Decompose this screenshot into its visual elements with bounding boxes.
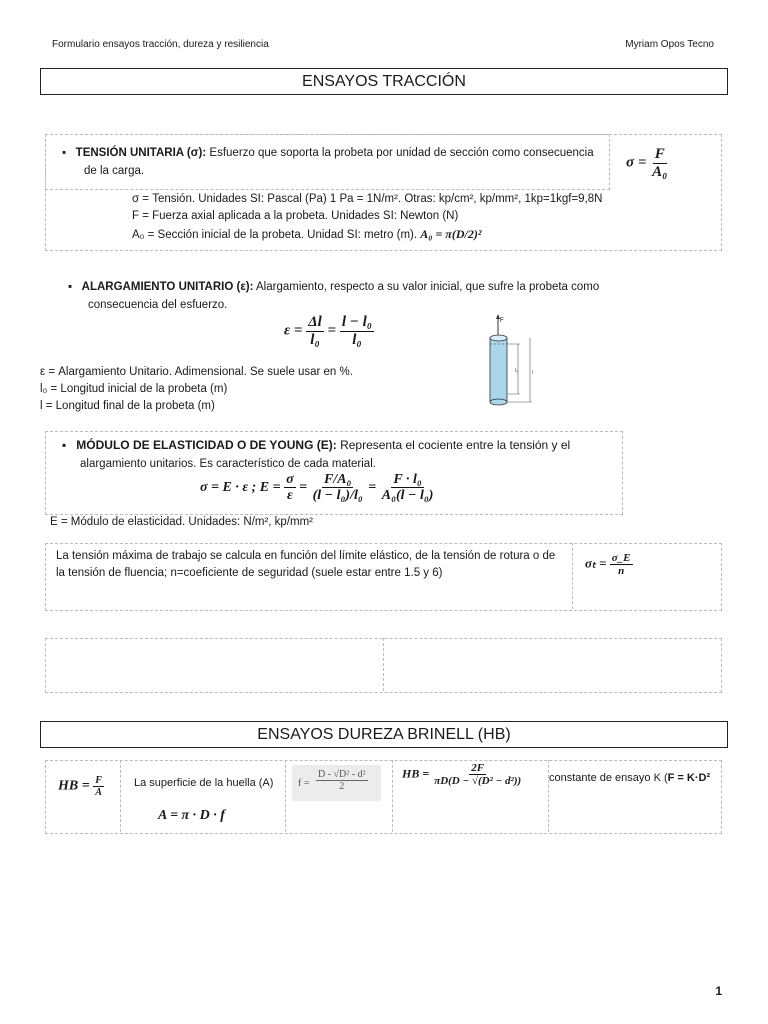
section-title-traccion: ENSAYOS TRACCIÓN [40,68,728,95]
tension-max-formula [585,552,633,577]
young-num1: σ [286,472,294,487]
section-title-brinell: ENSAYOS DUREZA BRINELL (HB) [40,721,728,748]
hb2-den: πD(D − √(D² − d²)) [434,775,522,788]
tension-formula [626,146,669,180]
hb2-lhs: HB = [402,766,430,781]
hb-lhs: HB = [58,778,90,794]
tension-formula-den: A₀ [652,163,668,180]
alargamiento-den2: l₀ [352,331,362,348]
young-num3: F · l₀ [393,472,422,487]
tension-max-lhs: σₜ = [585,555,607,571]
alargamiento-term: ALARGAMIENTO UNITARIO (ε): [81,281,254,293]
alargamiento-note-3: l = Longitud final de la probeta (m) [40,400,215,412]
header-author: Myriam Opos Tecno [625,39,714,50]
young-desc-2: alargamiento unitarios. Es característico de cada material. [80,458,376,470]
alargamiento-den1: l₀ [310,331,320,348]
probeta-force-label: F [500,318,504,324]
alargamiento-formula [284,314,374,348]
brinell-divider-1 [120,760,121,832]
alargamiento-formula-lhs: ε = [284,322,303,339]
hb2-num: 2F [471,762,485,774]
probeta-l-label: l [532,370,534,376]
page-number: 1 [715,984,722,998]
alargamiento-eq: = [327,322,337,339]
brinell-divider-3 [392,760,393,832]
young-definition: ▪ MÓDULO DE ELASTICIDAD O DE YOUNG (E): Representa el cociente entre la tensión y el [62,438,571,452]
tension-note-3 [132,226,481,244]
tension-formula-lhs: σ = [626,154,647,171]
alargamiento-desc-1: Alargamiento, respecto a su valor inicial, que sufre la probeta como [256,281,600,293]
tension-note-3-text: A₀ = Sección inicial de la probeta. Unidad SI: metro (m). [132,229,418,241]
alargamiento-note-2: l₀ = Longitud inicial de la probeta (m) [40,383,228,395]
alargamiento-num1: Δl [308,314,322,330]
young-den2: (l − l₀)/l₀ [312,488,363,504]
hb2-formula [402,762,523,787]
brinell-area-formula: A = π · D · f [158,808,225,823]
tension-formula-num: F [654,146,665,162]
tension-desc-2: de la carga. [84,165,145,177]
young-num2: F/A₀ [323,472,352,487]
probeta-l0-label: l₀ [515,368,519,374]
empty-table-divider [383,638,384,691]
probeta-diagram [478,314,548,409]
f-image-num: D - √D² - d² [318,769,366,780]
tension-max-line-1: La tensión máxima de trabajo se calcula en función del límite elástico, de la tensión de rotura o de [56,550,556,562]
tension-note-2: F = Fuerza axial aplicada a la probeta. Unidades SI: Newton (N) [132,210,459,222]
tension-note-3-formula: A₀ = π(D/2)² [420,227,482,241]
young-formula: σ = E · ε ; E = $\frac{\sigma}{\varepsilon}$ = $\frac{\text{F/A₀}}{\text{(l − l₀)/l₀}}$ = $\frac{\text{F · l₀}}{\text{A₀(l − l₀)}}$ [200,472,434,504]
young-formula-part1: σ = E · ε ; E = [200,480,281,496]
tension-desc-cell [45,134,610,190]
alargamiento-desc-2: consecuencia del esfuerzo. [88,299,228,311]
hb-den: A [95,787,102,798]
f-image-lhs: f = [298,778,310,789]
brinell-constant-formula: F = K·D² [667,772,711,784]
tension-term: TENSIÓN UNITARIA (σ): [75,147,207,159]
hb-formula [58,775,104,798]
alargamiento-definition: ▪ ALARGAMIENTO UNITARIO (ε): Alargamiento, respecto a su valor inicial, que sufre la probeta como [68,281,600,293]
header-title: Formulario ensayos tracción, dureza y resiliencia [52,39,269,50]
brinell-constant-text: constante de ensayo K ( [549,772,668,784]
brinell-surface-label: La superficie de la huella (A) [134,777,274,789]
alargamiento-note-1: ε = Alargamiento Unitario. Adimensional. Se suele usar en %. [40,366,353,378]
f-formula-image [292,765,381,801]
f-image-den: 2 [339,781,345,792]
tension-note-1: σ = Tensión. Unidades SI: Pascal (Pa) 1 Pa = 1N/m². Otras: kp/cm², kp/mm², 1kp=1kgf=9,8N [132,193,603,205]
young-den1: ε [286,488,293,504]
tension-max-text-clip [46,544,571,582]
young-desc-1: Representa el cociente entre la tensión y el [340,438,571,452]
hb-num: F [95,775,102,786]
tension-max-num: σ_E [611,552,631,564]
tension-max-line-2: la tensión de fluencia; n=coeficiente de seguridad (suele estar entre 1.5 y 6) [56,567,443,579]
tension-definition: ▪ TENSIÓN UNITARIA (σ): Esfuerzo que soporta la probeta por unidad de sección como consecuencia [62,147,594,159]
young-term: MÓDULO DE ELASTICIDAD O DE YOUNG (E): [76,438,337,452]
young-note: E = Módulo de elasticidad. Unidades: N/m², kp/mm² [50,516,314,528]
young-den3: A₀(l − l₀) [381,488,434,504]
alargamiento-num2: l − l₀ [341,314,372,330]
brinell-constant-clip [549,768,719,787]
tension-max-divider [572,543,573,609]
brinell-divider-2 [285,760,286,832]
tension-desc-1: Esfuerzo que soporta la probeta por unidad de sección como consecuencia [209,147,594,159]
tension-max-den: n [618,565,625,578]
